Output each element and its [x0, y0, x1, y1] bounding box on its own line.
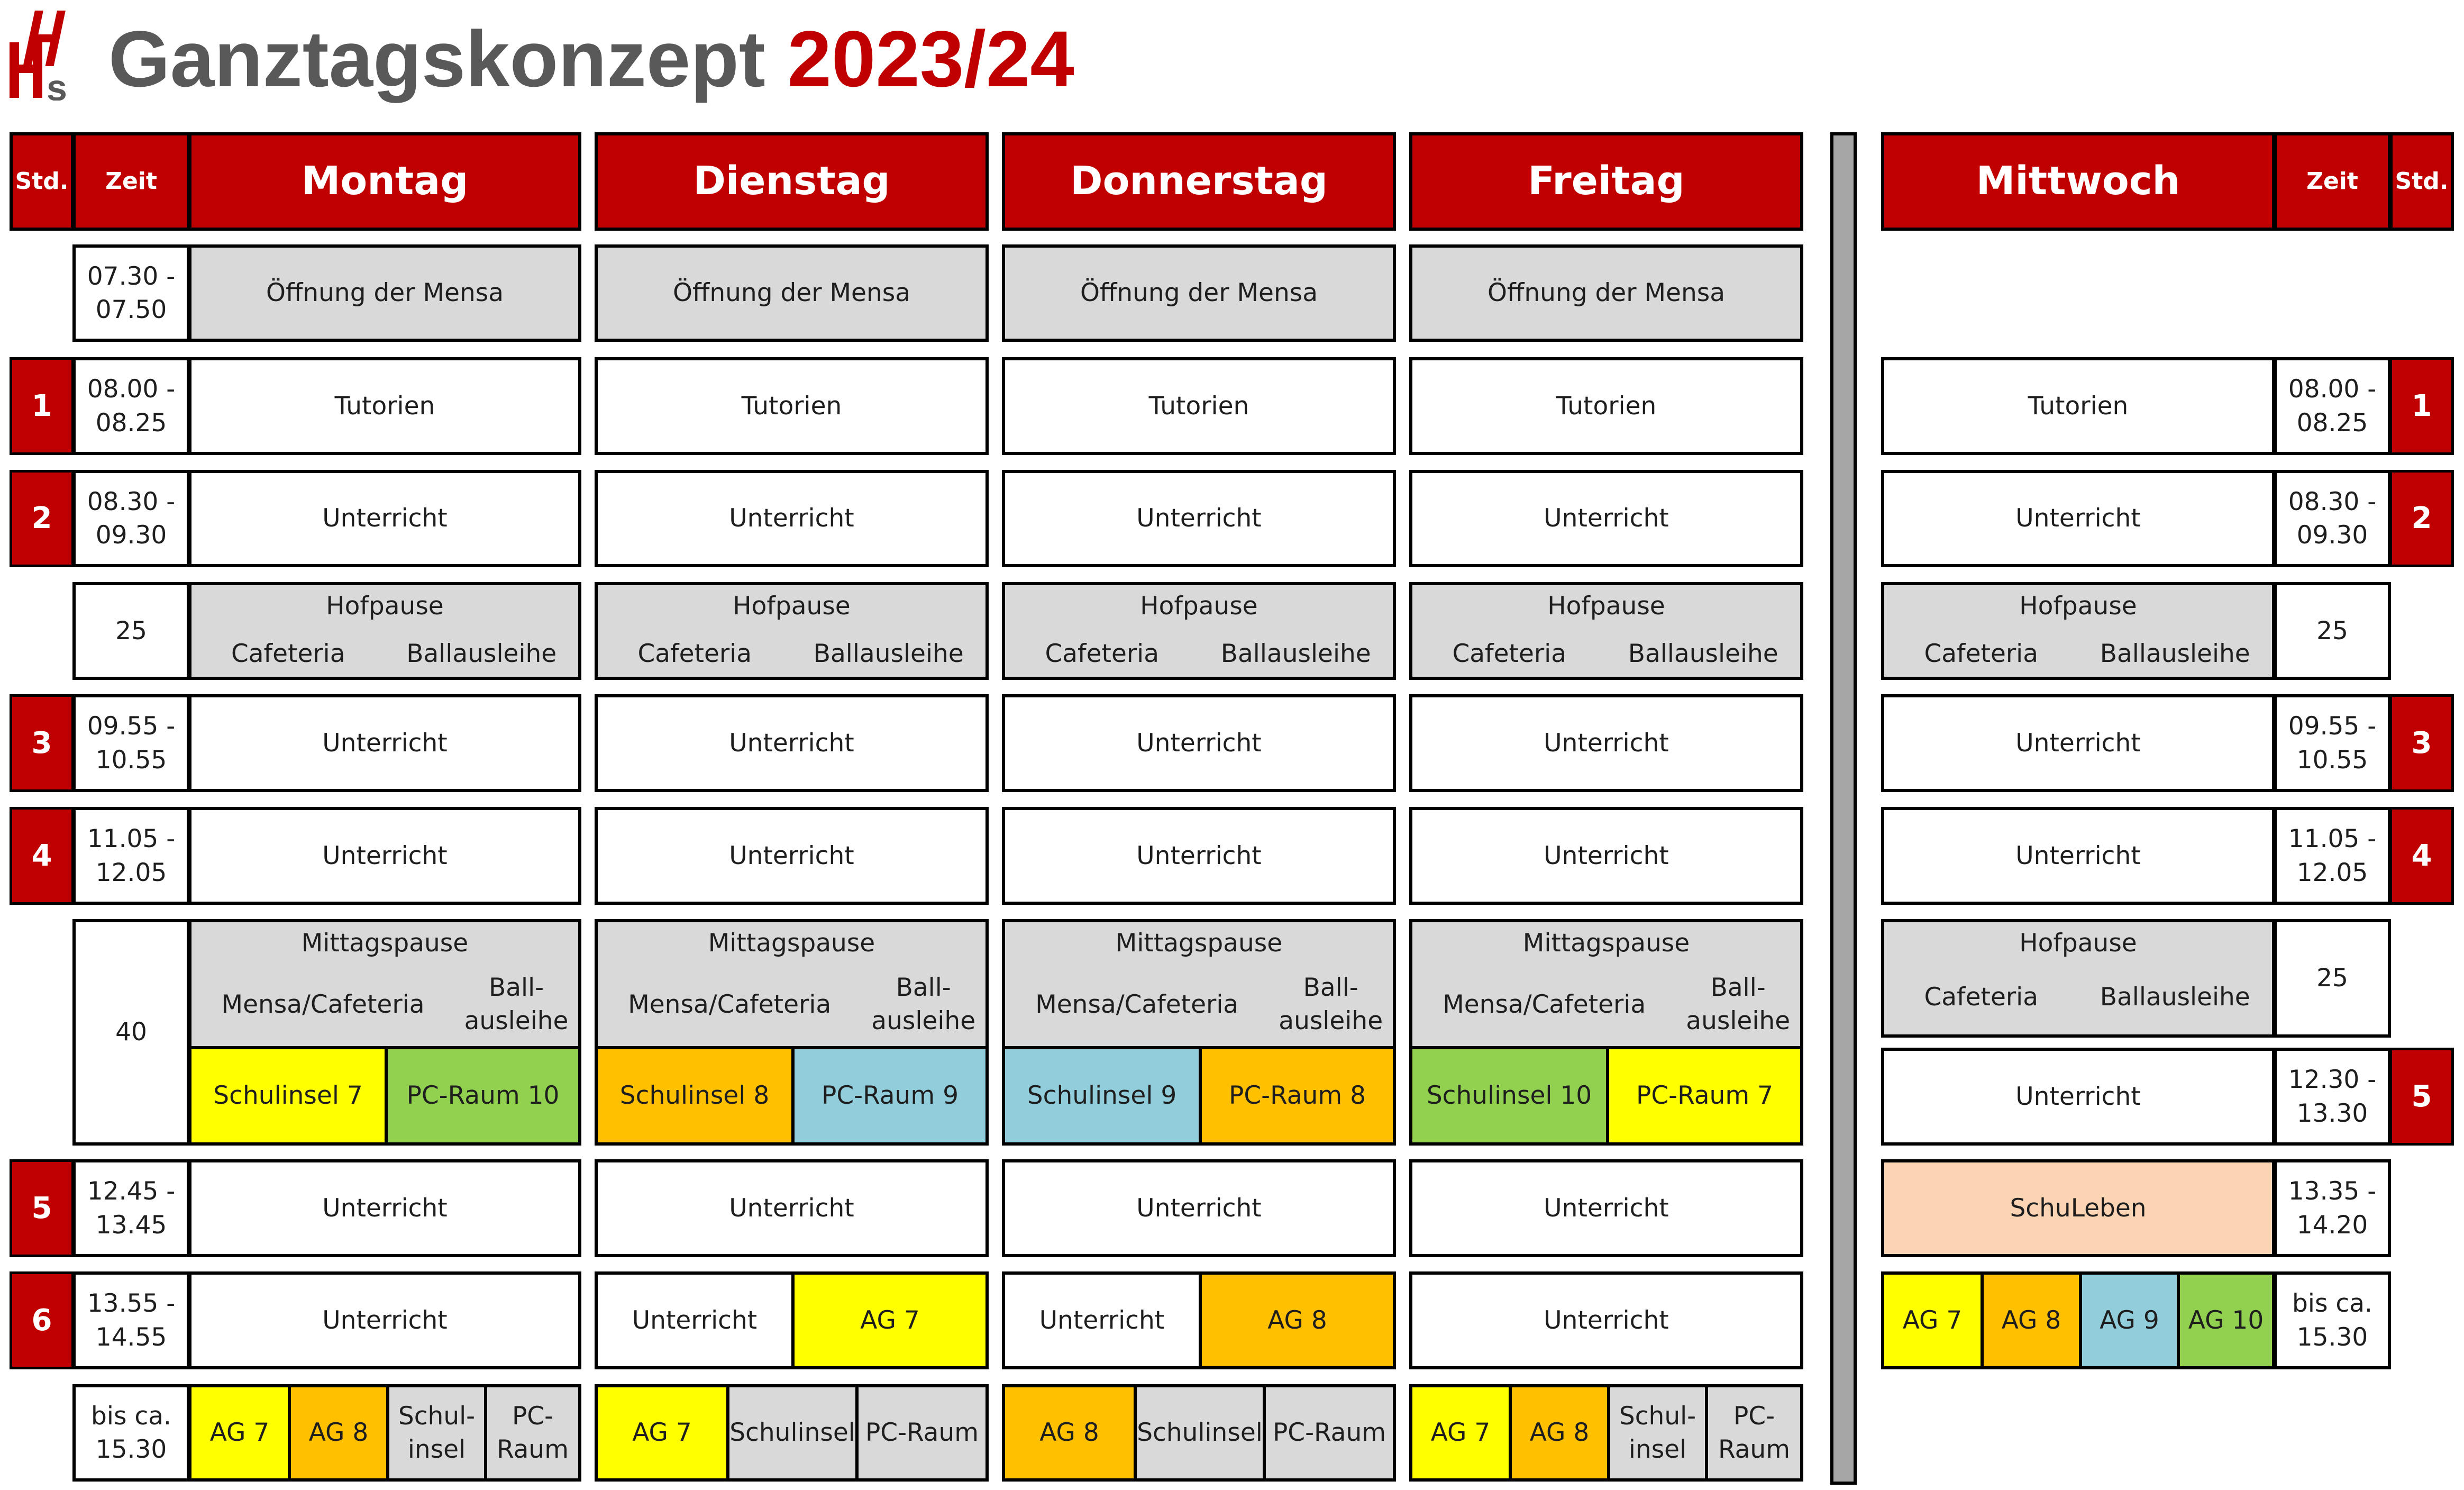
- time-r3: [72, 694, 190, 792]
- montag-hofpause: [188, 582, 581, 680]
- mittag-right-line: Ball-: [1303, 973, 1358, 1002]
- line: Schul-: [1619, 1401, 1696, 1431]
- donnerstag-r5: Unterricht: [1002, 1159, 1396, 1257]
- hofpause-left: Cafeteria: [231, 639, 345, 668]
- time-line: 12.30 -: [2288, 1065, 2377, 1095]
- dienstag-end-pc-raum: PC-Raum: [855, 1384, 989, 1482]
- time-opening: [72, 244, 190, 342]
- mittwoch-time-r2: [2274, 470, 2391, 567]
- time-line: 08.00 -: [87, 375, 176, 404]
- montag-r3: Unterricht: [188, 694, 581, 792]
- mittwoch-r2: Unterricht: [1881, 470, 2275, 567]
- mittag-left: Mensa/Cafeteria: [628, 990, 832, 1019]
- hofpause-right: Ballausleihe: [1628, 639, 1778, 668]
- hofpause-title: Hofpause: [1140, 592, 1258, 621]
- time-line: bis ca.: [2292, 1289, 2372, 1319]
- montag-end-pc-raum: [484, 1384, 581, 1482]
- header-std-mittwoch: Std.: [2389, 132, 2454, 231]
- dienstag-end-ag7: AG 7: [595, 1384, 729, 1482]
- montag-end-ag8: AG 8: [288, 1384, 389, 1482]
- freitag-end-ag8: AG 8: [1509, 1384, 1610, 1482]
- time-r1: [72, 357, 190, 455]
- title-year: 2023/24: [787, 14, 1074, 103]
- hofpause-right: Ballausleihe: [406, 639, 557, 668]
- time-r6: [72, 1271, 190, 1369]
- freitag-r1: Tutorien: [1409, 357, 1803, 455]
- time-line: 13.35 -: [2288, 1177, 2377, 1206]
- freitag-end-pc-raum: [1705, 1384, 1803, 1482]
- time-line: 08.25: [2296, 408, 2368, 438]
- std-1: 1: [10, 357, 74, 455]
- time-line: 13.45: [95, 1210, 167, 1240]
- school-logo: [5, 5, 79, 101]
- mittwoch-hofpause: [1881, 582, 2275, 680]
- mittag-right-line: ausleihe: [871, 1006, 976, 1036]
- mittwoch-std-3: 3: [2389, 694, 2454, 792]
- hofpause-left: Cafeteria: [1045, 639, 1160, 668]
- mittwoch-time-hofpause-2: 25: [2274, 919, 2391, 1038]
- mittwoch-time-r4: [2274, 807, 2391, 905]
- montag-schulinsel: Schulinsel 7: [188, 1046, 388, 1146]
- freitag-end-schulinsel: [1607, 1384, 1708, 1482]
- dienstag-opening: Öffnung der Mensa: [595, 244, 989, 342]
- time-r5: [72, 1159, 190, 1257]
- mittag-right-line: Ball-: [1710, 973, 1766, 1002]
- time-line: 09.30: [2296, 521, 2368, 550]
- hofpause-left: Cafeteria: [1452, 639, 1567, 668]
- mittwoch-ag7: AG 7: [1881, 1271, 1984, 1369]
- header-zeit: Zeit: [72, 132, 190, 231]
- donnerstag-end-ag8: AG 8: [1002, 1384, 1137, 1482]
- header-dienstag: Dienstag: [595, 132, 989, 231]
- hofpause-title: Hofpause: [2019, 929, 2137, 958]
- std-3: 3: [10, 694, 74, 792]
- montag-end-ag7: AG 7: [188, 1384, 291, 1482]
- mittag-left: Mensa/Cafeteria: [221, 990, 425, 1019]
- dienstag-mittag: [595, 919, 989, 1049]
- mittag-right-line: ausleihe: [1686, 1006, 1791, 1036]
- mittwoch-r3: Unterricht: [1881, 694, 2275, 792]
- donnerstag-r1: Tutorien: [1002, 357, 1396, 455]
- donnerstag-mittag: [1002, 919, 1396, 1049]
- mittag-title: Mittagspause: [1522, 929, 1690, 958]
- line: Raum: [497, 1435, 569, 1464]
- dienstag-pc-raum: PC-Raum 9: [791, 1046, 989, 1146]
- mittwoch-std-4: 4: [2389, 807, 2454, 905]
- time-line: 15.30: [2296, 1322, 2368, 1352]
- dienstag-schulinsel: Schulinsel 8: [595, 1046, 795, 1146]
- time-line: 15.30: [95, 1435, 167, 1464]
- freitag-r3: Unterricht: [1409, 694, 1803, 792]
- dienstag-r1: Tutorien: [595, 357, 989, 455]
- hofpause-title: Hofpause: [1547, 592, 1665, 621]
- time-line: 07.30 -: [87, 261, 176, 291]
- mittwoch-time-hofpause: 25: [2274, 582, 2391, 680]
- montag-r4: Unterricht: [188, 807, 581, 905]
- montag-pc-raum: PC-Raum 10: [385, 1046, 581, 1146]
- freitag-opening: Öffnung der Mensa: [1409, 244, 1803, 342]
- time-line: 09.30: [95, 521, 167, 550]
- mittwoch-ag9: AG 9: [2079, 1271, 2180, 1369]
- donnerstag-schulinsel: Schulinsel 9: [1002, 1046, 1202, 1146]
- mittwoch-r1: Tutorien: [1881, 357, 2275, 455]
- mittag-title: Mittagspause: [1115, 929, 1283, 958]
- time-line: 14.55: [95, 1322, 167, 1352]
- mittag-left: Mensa/Cafeteria: [1035, 990, 1239, 1019]
- column-separator: [1830, 132, 1857, 1485]
- donnerstag-r4: Unterricht: [1002, 807, 1396, 905]
- std-6: 6: [10, 1271, 74, 1369]
- mittwoch-time-r5: [2274, 1048, 2391, 1146]
- montag-mittag: [188, 919, 581, 1049]
- mittag-right: [1676, 971, 1800, 1038]
- mittag-right: [1268, 971, 1393, 1038]
- donnerstag-pc-raum: PC-Raum 8: [1199, 1046, 1396, 1146]
- montag-opening: Öffnung der Mensa: [188, 244, 581, 342]
- time-line: 11.05 -: [87, 824, 176, 854]
- donnerstag-hofpause: [1002, 582, 1396, 680]
- freitag-r4: Unterricht: [1409, 807, 1803, 905]
- dienstag-end-schulinsel: Schulinsel: [726, 1384, 859, 1482]
- time-line: 10.55: [95, 745, 167, 775]
- mittwoch-time-r1: [2274, 357, 2391, 455]
- mittag-right: [454, 971, 578, 1038]
- hofpause-left: Cafeteria: [1924, 639, 2039, 668]
- time-end: [72, 1384, 190, 1482]
- header-zeit-mittwoch: Zeit: [2274, 132, 2391, 231]
- dienstag-r6-ag: AG 7: [791, 1271, 989, 1369]
- mittwoch-r5: Unterricht: [1881, 1048, 2275, 1146]
- freitag-schulinsel: Schulinsel 10: [1409, 1046, 1609, 1146]
- hofpause-title: Hofpause: [733, 592, 851, 621]
- time-line: 11.05 -: [2288, 824, 2377, 854]
- mittag-right-line: ausleihe: [1279, 1006, 1383, 1036]
- time-r4: [72, 807, 190, 905]
- hofpause-left: Cafeteria: [637, 639, 752, 668]
- donnerstag-opening: Öffnung der Mensa: [1002, 244, 1396, 342]
- freitag-end-ag7: AG 7: [1409, 1384, 1512, 1482]
- hofpause-right: Ballausleihe: [813, 639, 964, 668]
- logo-graphic: [5, 5, 79, 101]
- dienstag-r5: Unterricht: [595, 1159, 989, 1257]
- time-r2: [72, 470, 190, 567]
- hofpause-right: Ballausleihe: [2100, 983, 2250, 1012]
- mittag-right-line: Ball-: [488, 973, 544, 1002]
- donnerstag-r3: Unterricht: [1002, 694, 1396, 792]
- time-mittag: 40: [72, 919, 190, 1146]
- montag-r2: Unterricht: [188, 470, 581, 567]
- hofpause-right: Ballausleihe: [2100, 639, 2250, 668]
- mittag-right-line: Ball-: [896, 973, 951, 1002]
- montag-r6: Unterricht: [188, 1271, 581, 1369]
- montag-r1: Tutorien: [188, 357, 581, 455]
- dienstag-r6-unterricht: Unterricht: [595, 1271, 795, 1369]
- std-2: 2: [10, 470, 74, 567]
- donnerstag-r6-unterricht: Unterricht: [1002, 1271, 1202, 1369]
- mittwoch-ag10: AG 10: [2177, 1271, 2275, 1369]
- time-line: 08.30 -: [2288, 487, 2377, 516]
- donnerstag-end-schulinsel: Schulinsel: [1134, 1384, 1266, 1482]
- mittwoch-time-schuleben: [2274, 1159, 2391, 1257]
- line: PC-: [1733, 1401, 1775, 1431]
- mittwoch-std-2: 2: [2389, 470, 2454, 567]
- montag-end-schulinsel: [386, 1384, 487, 1482]
- hofpause-right: Ballausleihe: [1220, 639, 1371, 668]
- mittag-right: [861, 971, 985, 1038]
- time-line: bis ca.: [91, 1401, 171, 1431]
- line: Raum: [1718, 1435, 1790, 1464]
- svg-text:s: s: [47, 67, 67, 101]
- header-std: Std.: [10, 132, 74, 231]
- line: Schul-: [398, 1401, 476, 1431]
- dienstag-r3: Unterricht: [595, 694, 989, 792]
- time-line: 14.20: [2296, 1210, 2368, 1240]
- freitag-mittag: [1409, 919, 1803, 1049]
- mittwoch-schuleben: SchuLeben: [1881, 1159, 2275, 1257]
- time-line: 12.05: [2296, 858, 2368, 887]
- hofpause-left: Cafeteria: [1924, 983, 2039, 1012]
- freitag-hofpause: [1409, 582, 1803, 680]
- line: PC-: [512, 1401, 554, 1431]
- mittwoch-time-end: [2274, 1271, 2391, 1369]
- time-line: 12.05: [95, 858, 167, 887]
- mittag-left: Mensa/Cafeteria: [1443, 990, 1646, 1019]
- mittag-right-line: ausleihe: [464, 1006, 569, 1036]
- mittwoch-std-5: 5: [2389, 1048, 2454, 1146]
- time-line: 09.55 -: [87, 712, 176, 741]
- dienstag-r4: Unterricht: [595, 807, 989, 905]
- time-line: 08.00 -: [2288, 375, 2377, 404]
- mittwoch-ag8: AG 8: [1981, 1271, 2082, 1369]
- time-line: 13.30: [2296, 1098, 2368, 1128]
- header-montag: Montag: [188, 132, 581, 231]
- time-line: 10.55: [2296, 745, 2368, 775]
- dienstag-hofpause: [595, 582, 989, 680]
- mittag-title: Mittagspause: [301, 929, 469, 958]
- page-title: [108, 14, 1074, 104]
- mittwoch-time-r3: [2274, 694, 2391, 792]
- time-hofpause: 25: [72, 582, 190, 680]
- freitag-pc-raum: PC-Raum 7: [1606, 1046, 1803, 1146]
- freitag-r6: Unterricht: [1409, 1271, 1803, 1369]
- mittag-title: Mittagspause: [708, 929, 875, 958]
- time-line: 07.50: [95, 295, 167, 324]
- line: insel: [1628, 1435, 1687, 1464]
- time-line: 09.55 -: [2288, 712, 2377, 741]
- donnerstag-end-pc-raum: PC-Raum: [1263, 1384, 1396, 1482]
- donnerstag-r2: Unterricht: [1002, 470, 1396, 567]
- line: insel: [407, 1435, 466, 1464]
- hofpause-title: Hofpause: [2019, 592, 2137, 621]
- std-4: 4: [10, 807, 74, 905]
- header-donnerstag: Donnerstag: [1002, 132, 1396, 231]
- freitag-r2: Unterricht: [1409, 470, 1803, 567]
- time-line: 08.30 -: [87, 487, 176, 516]
- mittwoch-std-1: 1: [2389, 357, 2454, 455]
- freitag-r5: Unterricht: [1409, 1159, 1803, 1257]
- title-main: Ganztagskonzept: [108, 14, 765, 103]
- std-5: 5: [10, 1159, 74, 1257]
- header-freitag: Freitag: [1409, 132, 1803, 231]
- dienstag-r2: Unterricht: [595, 470, 989, 567]
- time-line: 12.45 -: [87, 1177, 176, 1206]
- time-line: 13.55 -: [87, 1289, 176, 1319]
- montag-r5: Unterricht: [188, 1159, 581, 1257]
- time-line: 08.25: [95, 408, 167, 438]
- hofpause-title: Hofpause: [326, 592, 444, 621]
- donnerstag-r6-ag: AG 8: [1199, 1271, 1396, 1369]
- header-mittwoch: Mittwoch: [1881, 132, 2275, 231]
- mittwoch-hofpause-2: [1881, 919, 2275, 1038]
- mittwoch-r4: Unterricht: [1881, 807, 2275, 905]
